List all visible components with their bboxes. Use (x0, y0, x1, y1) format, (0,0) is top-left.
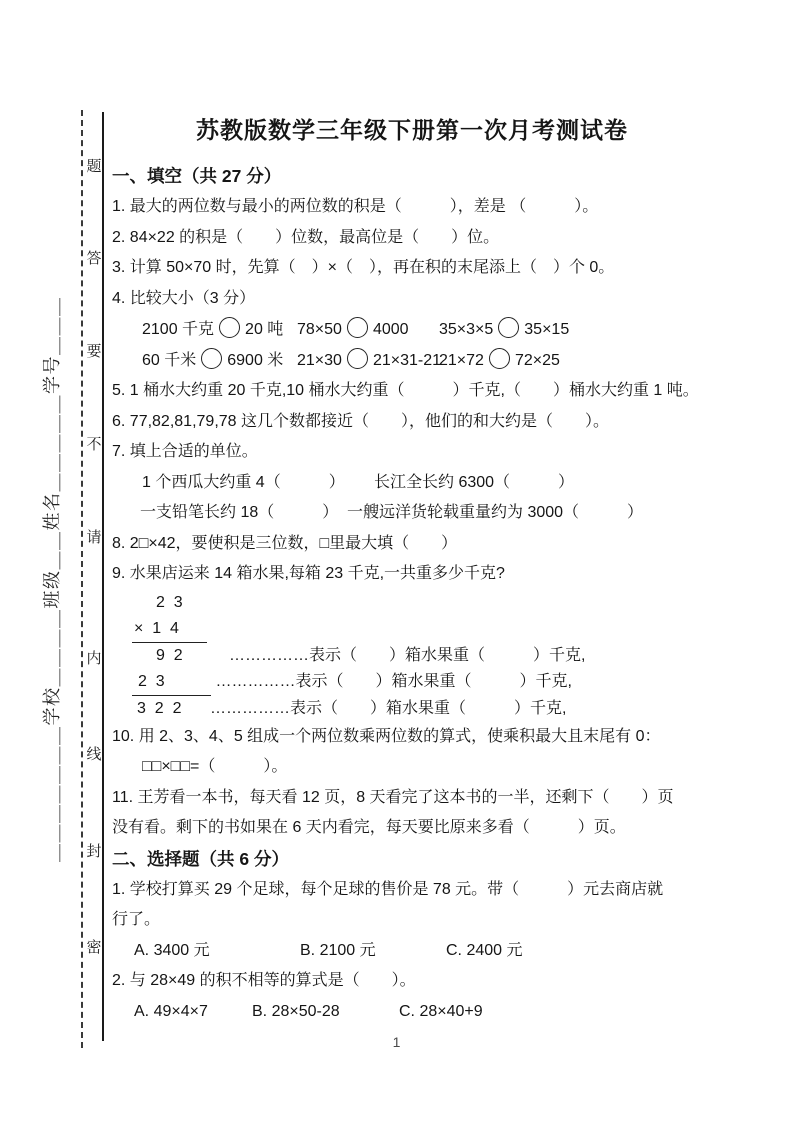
comparison-circle (489, 348, 510, 369)
seal-char: 封 (86, 843, 102, 860)
question-11-line2: 没有看。剩下的书如果在 6 天内看完，每天要比原来多看（ ）页。 (112, 819, 626, 836)
seal-dashed-line (81, 110, 83, 1048)
question-5: 5. 1 桶水大约重 20 千克,10 桶水大约重（ ）千克,（ ）桶水大约重 1 吨。 (112, 382, 699, 399)
compare-right: 6900 米 (227, 352, 284, 369)
section1-heading: 一、填空（共 27 分） (112, 166, 282, 186)
seal-char: 请 (86, 529, 102, 546)
mult-partial-product: 9 2 (156, 646, 183, 664)
comparison-item (297, 314, 439, 345)
option-b: B. 28×50-28 (252, 1002, 340, 1020)
compare-right: 20 吨 (245, 321, 284, 338)
compare-left: 21×30 (297, 352, 342, 369)
seal-char: 题 (86, 158, 102, 175)
mult-row-caption: ……………表示（ ）箱水果重（ ）千克, (229, 646, 586, 664)
units-row (112, 468, 712, 499)
question-7: 7. 填上合适的单位。 (112, 443, 258, 460)
choice-question-1-line2: 行了。 (112, 911, 161, 928)
student-info-fields: ＿＿＿＿＿＿＿学校＿＿＿＿班级＿＿姓名＿＿＿＿＿学号＿＿＿ (42, 296, 62, 862)
compare-right: 35×15 (524, 321, 570, 338)
mult-row-caption: ……………表示（ ）箱水果重（ ）千克, (210, 699, 567, 717)
vertical-multiplication (112, 590, 712, 722)
comparison-item (439, 345, 560, 376)
seal-char: 要 (86, 343, 102, 360)
choice-question-2: 2. 与 28×49 的积不相等的算式是（ ）。 (112, 972, 416, 989)
option-c: C. 28×40+9 (399, 1002, 483, 1020)
choice-options-row (112, 936, 712, 967)
choice-options-row (112, 997, 712, 1028)
section2-heading: 二、选择题（共 6 分） (112, 848, 289, 869)
seal-char: 内 (86, 650, 102, 667)
choice-question-1-line1: 1. 学校打算买 29 个足球，每个足球的售价是 78 元。带（ ）元去商店就 (112, 880, 664, 898)
comparison-row (112, 345, 712, 376)
mult-partial-product: 2 3 (132, 669, 211, 696)
comparison-circle (347, 317, 368, 338)
option-a: A. 49×4×7 (134, 1002, 208, 1020)
unit-blank: 一支铅笔长约 18（ ） (140, 504, 339, 521)
compare-right: 72×25 (514, 352, 560, 369)
mult-partial-row (132, 643, 712, 669)
question-3: 3. 计算 50×70 时，先算（ ）×（ ），再在积的末尾添上（ ）个 0。 (112, 259, 615, 276)
question-6: 6. 77,82,81,79,78 这几个数都接近（ ），他们的和大约是（ ）。 (112, 412, 610, 430)
seal-char: 不 (86, 436, 102, 453)
compare-left: 2100 千克 (142, 321, 215, 338)
question-9: 9. 水果店运来 14 箱水果,每箱 23 千克,一共重多少千克? (112, 565, 505, 582)
compare-left: 60 千米 (142, 352, 197, 369)
question-2: 2. 84×22 的积是（ ）位数，最高位是（ ）位。 (112, 228, 500, 246)
mult-multiplier: × 1 4 (132, 616, 207, 643)
compare-right: 4000 (372, 321, 409, 338)
seal-char: 线 (86, 746, 102, 763)
comparison-item (142, 314, 297, 345)
unit-blank: 1 个西瓜大约重 4（ ） (142, 473, 345, 491)
mult-partial-row (132, 669, 712, 696)
compare-right: 21×31-21 (372, 352, 441, 369)
question-4: 4. 比较大小（3 分） (112, 289, 256, 307)
compare-left: 78×50 (297, 321, 342, 338)
seal-char: 答 (86, 250, 102, 267)
comparison-circle (201, 348, 222, 369)
mult-row-caption: ……………表示（ ）箱水果重（ ）千克, (211, 672, 572, 690)
comparison-circle (498, 317, 519, 338)
mult-multiplier-row (132, 616, 712, 643)
option-a: A. 3400 元 (134, 941, 210, 959)
question-10-equation: □□×□□=（ ）。 (142, 758, 288, 775)
exam-content (112, 106, 712, 1027)
option-c: C. 2400 元 (446, 941, 523, 959)
mult-result-row (132, 696, 712, 722)
question-1: 1. 最大的两位数与最小的两位数的积是（ ），差是 （ ）。 (112, 198, 599, 215)
comparison-circle (219, 317, 240, 338)
mult-multiplicand: 2 3 (156, 593, 183, 611)
comparison-row (112, 314, 712, 345)
comparison-item (439, 314, 569, 345)
compare-left: 21×72 (439, 352, 484, 369)
question-10: 10. 用 2、3、4、5 组成一个两位数乘两位数的算式，使乘积最大且末尾有 0： (112, 727, 661, 745)
option-b: B. 2100 元 (300, 941, 376, 959)
unit-blank: 长江全长约 6300（ ） (374, 473, 575, 491)
mult-multiplicand-row (132, 590, 712, 616)
comparison-circle (347, 348, 368, 369)
page-number: 1 (392, 1034, 401, 1050)
question-11-line1: 11. 王芳看一本书，每天看 12 页，8 天看完了这本书的一半，还剩下（ ）页 (112, 788, 674, 806)
comparison-item (142, 345, 297, 376)
seal-char: 密 (86, 939, 102, 956)
mult-final-product: 3 2 2 (137, 699, 182, 717)
comparison-item (297, 345, 439, 376)
question-8: 8. 2□×42，要使积是三位数，□里最大填（ ） (112, 534, 458, 552)
exam-title: 苏教版数学三年级下册第一次月考测试卷 (196, 117, 628, 143)
units-row (112, 498, 712, 529)
compare-left: 35×3×5 (439, 321, 494, 338)
unit-blank: 一艘远洋货轮载重量约为 3000（ ） (347, 504, 644, 521)
